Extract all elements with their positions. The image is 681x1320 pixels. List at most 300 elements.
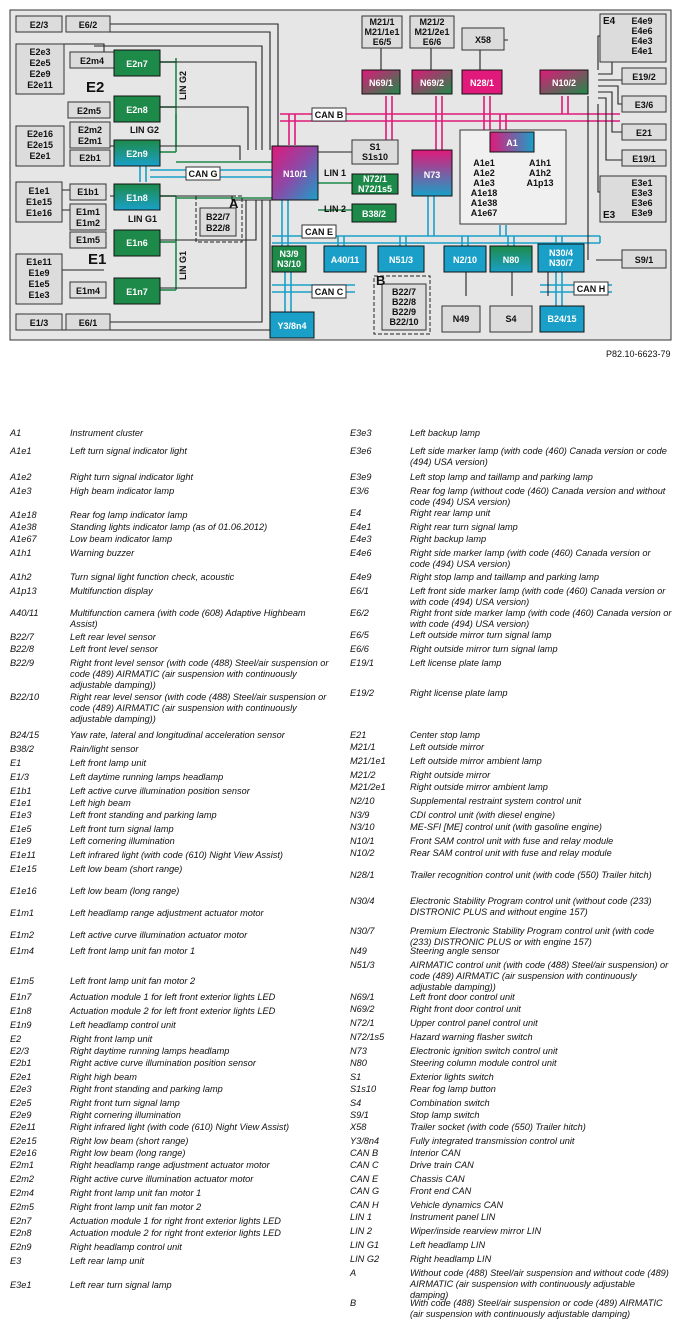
legend-description: Hazard warning flasher switch: [410, 1032, 533, 1042]
label-group-b: B: [376, 273, 386, 288]
label-n69-2: N69/2: [419, 78, 445, 88]
legend-code: E2m2: [10, 1174, 35, 1184]
legend-description: Right active curve illumination actuator motor: [70, 1174, 254, 1184]
legend-description: Right daytime running lamps headlamp: [70, 1046, 230, 1056]
legend-description: Left stop lamp and taillamp and parking lamp: [410, 472, 593, 482]
legend-description: Left daytime running lamps headlamp: [70, 772, 224, 782]
label-e2m2: E2m2: [77, 125, 103, 135]
label-lin-1: LIN 1: [323, 168, 347, 178]
legend-code: M21/2: [350, 770, 376, 780]
legend-code: E2: [10, 1034, 22, 1044]
legend-description: Drive train CAN: [410, 1160, 474, 1170]
label-can-h: CAN H: [576, 284, 606, 294]
label-e1n8: E1n8: [126, 193, 148, 203]
legend-description: Left backup lamp: [410, 428, 480, 438]
legend-code: N3/10: [350, 822, 375, 832]
legend-code: S1: [350, 1072, 362, 1082]
legend-description: Steering column module control unit: [410, 1058, 557, 1068]
legend-description: Rear fog lamp (without code (460) Canada version and without code (494) USA version): [410, 486, 666, 507]
legend-description: Right cornering illumination: [70, 1110, 181, 1120]
legend-code: B38/2: [10, 744, 35, 754]
legend-code: E4e9: [350, 572, 372, 582]
label-a1h1: A1h1: [528, 158, 552, 168]
label-n73: N73: [423, 170, 441, 180]
legend-description: Right headlamp range adjustment actuator motor: [70, 1160, 270, 1170]
legend-code: B24/15: [10, 730, 40, 740]
legend-code: E19/2: [350, 688, 375, 698]
legend-description: Wiper/inside rearview mirror LIN: [410, 1226, 542, 1236]
legend-description: Rear fog lamp indicator lamp: [70, 510, 188, 520]
label-n28-1: N28/1: [469, 78, 495, 88]
legend-description: Left license plate lamp: [410, 658, 502, 668]
legend-code: E1e9: [10, 836, 32, 846]
legend-description: Actuation module 1 for right front exterior lights LED: [70, 1216, 281, 1226]
label-e1e9: E1e9: [28, 268, 50, 278]
legend-code: S1s10: [350, 1084, 377, 1094]
label-n2-10: N2/10: [452, 255, 478, 265]
label-e2e3: E2e3: [29, 47, 51, 57]
label-e4: E4: [603, 16, 616, 27]
legend-description: Front SAM control unit with fuse and relay module: [410, 836, 614, 846]
legend-code: A1e18: [10, 510, 37, 520]
label-n30-4: N30/4: [548, 248, 574, 258]
legend-code: A1p13: [10, 586, 37, 596]
legend-description: Right front lamp unit fan motor 1: [70, 1188, 202, 1198]
legend-code: N28/1: [350, 870, 375, 880]
label-e21: E21: [635, 128, 653, 138]
label-lin-g2-vertical: LIN G2: [178, 70, 188, 100]
legend-description: Multifunction display: [70, 586, 153, 596]
legend-description: ME-SFI [ME] control unit (with gasoline engine): [410, 822, 602, 832]
legend-description: Left cornering illumination: [70, 836, 175, 846]
legend-description: Right outside mirror: [410, 770, 491, 780]
legend-description: Right turn signal indicator light: [70, 472, 194, 482]
legend-description: Left front lamp unit: [70, 758, 147, 768]
legend-code: A1e3: [10, 486, 32, 496]
legend-description: Left rear level sensor: [70, 632, 156, 642]
label-a1h2: A1h2: [528, 168, 552, 178]
legend-description: Right rear lamp unit: [410, 508, 491, 518]
legend-code: E3e9: [350, 472, 372, 482]
label-s1: S1: [369, 142, 381, 152]
label-m21-1: M21/1: [369, 17, 395, 27]
label-e1e5: E1e5: [28, 279, 50, 289]
legend-description: Left low beam (short range): [70, 864, 183, 874]
label-e2-3: E2/3: [29, 20, 49, 30]
label-e3e3: E3e3: [631, 188, 653, 198]
label-e2m4: E2m4: [79, 56, 105, 66]
legend-description: Left front turn signal lamp: [70, 824, 174, 834]
label-n69-1: N69/1: [368, 78, 394, 88]
legend-code: LIN G1: [350, 1240, 380, 1250]
legend-description: Actuation module 2 for left front exterior lights LED: [70, 1006, 276, 1016]
legend-code: E6/1: [350, 586, 369, 596]
legend-description: Right outside mirror turn signal lamp: [410, 644, 558, 654]
legend-description: Trailer socket (with code (550) Trailer hitch): [410, 1122, 586, 1132]
label-e3e1: E3e1: [631, 178, 653, 188]
legend-description: Supplemental restraint system control unit: [410, 796, 582, 806]
legend-code: E4e6: [350, 548, 372, 558]
legend-code: E1e1: [10, 798, 32, 808]
network-topology-diagram: [0, 0, 681, 345]
legend-description: Right side marker lamp (with code (460) Canada version or code (494) USA version): [410, 548, 651, 569]
label-e2e16: E2e16: [26, 129, 54, 139]
legend-description: Left front level sensor: [70, 644, 158, 654]
label-e2e15: E2e15: [26, 140, 54, 150]
legend-code: N72/1: [350, 1018, 375, 1028]
label-e1e1: E1e1: [28, 186, 50, 196]
legend-code: E2e9: [10, 1110, 32, 1120]
legend-description: Left active curve illumination position sensor: [70, 786, 250, 796]
legend-code: A1: [10, 428, 22, 438]
legend-code: N2/10: [350, 796, 375, 806]
legend-description: Steering angle sensor: [410, 946, 500, 956]
label-n72-1s5: N72/1s5: [357, 184, 393, 194]
legend-description: Right high beam: [70, 1072, 137, 1082]
label-e6-2: E6/2: [78, 20, 98, 30]
label-e4e3: E4e3: [631, 36, 653, 46]
legend-code: E2m1: [10, 1160, 35, 1170]
label-x58: X58: [474, 35, 492, 45]
legend-description: Left front side marker lamp (with code (460) Canada version or with code (494) USA version): [410, 586, 666, 607]
legend-description: Left outside mirror ambient lamp: [410, 756, 542, 766]
legend-description: CDI control unit (with diesel engine): [410, 810, 556, 820]
legend-description: Right license plate lamp: [410, 688, 508, 698]
label-n72-1: N72/1: [362, 174, 388, 184]
label-e6-1: E6/1: [78, 318, 98, 328]
legend-code: E19/1: [350, 658, 375, 668]
legend-code: S9/1: [350, 1110, 369, 1120]
label-group-a: A: [229, 196, 239, 211]
legend-code: M21/1e1: [350, 756, 386, 766]
legend-description: Right front standing and parking lamp: [70, 1084, 223, 1094]
legend-code: B22/9: [10, 658, 35, 668]
legend-description: Right active curve illumination position sensor: [70, 1058, 256, 1068]
legend-code: E6/5: [350, 630, 369, 640]
label-s4: S4: [505, 314, 517, 324]
label-b22-7b: B22/7: [391, 287, 417, 297]
label-e1e3: E1e3: [28, 290, 50, 300]
label-e3-6: E3/6: [634, 100, 654, 110]
legend-description: Left side marker lamp (with code (460) Canada version or code (494) USA version): [410, 446, 667, 467]
label-n51-3: N51/3: [388, 255, 414, 265]
legend-code: E3e3: [350, 428, 372, 438]
label-a1e2: A1e2: [473, 168, 495, 178]
label-e1b1: E1b1: [77, 187, 99, 197]
legend-description: Right low beam (long range): [70, 1148, 186, 1158]
label-e19-2: E19/2: [632, 72, 656, 82]
legend-description: Combination switch: [410, 1098, 490, 1108]
label-e2n9: E2n9: [126, 149, 148, 159]
legend-code: X58: [350, 1122, 367, 1132]
legend-code: A1h1: [10, 548, 32, 558]
label-e3e9: E3e9: [631, 208, 653, 218]
legend-code: N3/9: [350, 810, 370, 820]
label-a1e67: A1e67: [470, 208, 498, 218]
label-e1m5: E1m5: [75, 235, 101, 245]
label-a1p13: A1p13: [526, 178, 554, 188]
legend-description: Fully integrated transmission control unit: [410, 1136, 575, 1146]
legend-code: E1e5: [10, 824, 32, 834]
legend-code: A1e2: [10, 472, 32, 482]
label-e2m5: E2m5: [76, 106, 102, 116]
legend-description: Right rear turn signal lamp: [410, 522, 518, 532]
label-b24-15: B24/15: [547, 314, 577, 324]
label-lin-g1-vertical: LIN G1: [178, 250, 188, 280]
legend-code: A: [350, 1268, 357, 1278]
legend-code: E2e3: [10, 1084, 32, 1094]
legend-description: Rain/light sensor: [70, 744, 139, 754]
label-e1m1: E1m1: [75, 207, 101, 217]
legend-description: Right front level sensor (with code (488) Steel/air suspension or code (489) AIRMATIC (air suspension with continuously adjustable damping)): [70, 658, 329, 690]
legend-code: E1m4: [10, 946, 35, 956]
label-a1e1: A1e1: [473, 158, 495, 168]
label-e6-5: E6/5: [372, 37, 392, 47]
legend-code: M21/2e1: [350, 782, 386, 792]
label-can-b: CAN B: [314, 110, 344, 120]
label-e3e6: E3e6: [631, 198, 653, 208]
label-can-e: CAN E: [304, 227, 334, 237]
legend-description: Left active curve illumination actuator motor: [70, 930, 248, 940]
legend-description: Without code (488) Steel/air suspension and without code (489) AIRMATIC (air suspension with continuously adjustable damping): [410, 1268, 669, 1300]
legend-code: E4e3: [350, 534, 372, 544]
legend-code: E2b1: [10, 1058, 32, 1068]
legend-description: Right rear level sensor (with code (488) Steel/air suspension or code (489) AIRMATIC (air suspension with continuously adjustable damping)): [70, 692, 327, 724]
legend-description: Actuation module 1 for left front exterior lights LED: [70, 992, 276, 1002]
legend-description: Right backup lamp: [410, 534, 487, 544]
label-n30-7: N30/7: [548, 258, 574, 268]
label-e1e16: E1e16: [25, 208, 53, 218]
legend-description: Right front side marker lamp (with code (460) Canada version or with code (494) USA version): [410, 608, 672, 629]
legend-description: Instrument cluster: [70, 428, 144, 438]
legend-description: Electronic ignition switch control unit: [410, 1046, 558, 1056]
legend-code: E2e16: [10, 1148, 37, 1158]
legend-description: AIRMATIC control unit (with code (488) Steel/air suspension) or code (489) AIRMATIC (air suspension with continuously adjustable damping)): [410, 960, 669, 992]
legend-description: Left turn signal indicator light: [70, 446, 187, 456]
legend-code: E4: [350, 508, 362, 518]
legend-code: E2e15: [10, 1136, 37, 1146]
legend-description: Left headlamp range adjustment actuator motor: [70, 908, 264, 918]
label-e1m4: E1m4: [75, 286, 101, 296]
label-e6-6: E6/6: [422, 37, 442, 47]
label-lin-g2: LIN G2: [130, 125, 160, 135]
legend-description: Trailer recognition control unit (with code (550) Trailer hitch): [410, 870, 652, 880]
legend-description: Interior CAN: [410, 1148, 461, 1158]
label-a1e3: A1e3: [473, 178, 495, 188]
legend-code: E2n7: [10, 1216, 32, 1226]
legend-code: E2e5: [10, 1098, 32, 1108]
legend-description: Vehicle dynamics CAN: [410, 1200, 504, 1210]
legend-description: Left rear turn signal lamp: [70, 1280, 172, 1290]
legend-code: E2/3: [10, 1046, 29, 1056]
legend-description: Left front lamp unit fan motor 2: [70, 976, 196, 986]
legend-code: E3/6: [350, 486, 369, 496]
label-e2n8: E2n8: [126, 105, 148, 115]
legend-code: E2n9: [10, 1242, 32, 1252]
legend-code: B: [350, 1298, 357, 1308]
legend-description: Chassis CAN: [410, 1174, 465, 1184]
legend-code: CAN E: [350, 1174, 379, 1184]
label-b22-9: B22/9: [391, 307, 417, 317]
legend-code: E1e11: [10, 850, 36, 860]
legend-code: A1e38: [10, 522, 37, 532]
legend-code: M21/1: [350, 742, 376, 752]
label-a40-11: A40/11: [330, 255, 360, 265]
legend-description: Rear SAM control unit with fuse and relay module: [410, 848, 612, 858]
label-b22-10: B22/10: [389, 317, 419, 327]
legend-code: N69/2: [350, 1004, 375, 1014]
legend-description: Left front standing and parking lamp: [70, 810, 217, 820]
legend-code: E3: [10, 1256, 22, 1266]
legend-code: CAN G: [350, 1186, 380, 1196]
label-can-c: CAN C: [314, 287, 344, 297]
label-m21-2e1: M21/2e1: [414, 27, 450, 37]
legend-code: E1n9: [10, 1020, 32, 1030]
legend-code: A1e1: [10, 446, 32, 456]
legend-code: CAN C: [350, 1160, 379, 1170]
label-e4e6: E4e6: [631, 26, 653, 36]
legend-code: N80: [350, 1058, 367, 1068]
legend-code: S4: [350, 1098, 362, 1108]
label-a1e18: A1e18: [470, 188, 498, 198]
legend-description: Front end CAN: [410, 1186, 472, 1196]
legend-description: Left outside mirror turn signal lamp: [410, 630, 552, 640]
legend-code: E1e3: [10, 810, 32, 820]
label-lin-g1: LIN G1: [128, 214, 158, 224]
legend-code: E6/2: [350, 608, 369, 618]
legend-code: E1e15: [10, 864, 37, 874]
legend-description: With code (488) Steel/air suspension or code (489) AIRMATIC (air suspension with continuously adjustable damping): [410, 1298, 663, 1319]
legend-code: A40/11: [10, 608, 39, 618]
label-e1n6: E1n6: [126, 238, 148, 248]
label-y3-8n4: Y3/8n4: [277, 321, 307, 331]
legend-code: B22/8: [10, 644, 35, 654]
legend-code: N72/1s5: [350, 1032, 385, 1042]
legend-description: Left low beam (long range): [70, 886, 180, 896]
label-e2n7: E2n7: [126, 59, 148, 69]
legend-description: Right outside mirror ambient lamp: [410, 782, 548, 792]
label-e1m2: E1m2: [75, 218, 101, 228]
legend-code: E3e6: [350, 446, 372, 456]
legend-code: N30/4: [350, 896, 375, 906]
legend-description: Left outside mirror: [410, 742, 485, 752]
label-b38-2: B38/2: [361, 209, 387, 219]
legend-code: E1/3: [10, 772, 29, 782]
label-e3: E3: [603, 210, 616, 221]
label-a1e38: A1e38: [470, 198, 498, 208]
legend-description: High beam indicator lamp: [70, 486, 175, 496]
label-e2e1: E2e1: [29, 151, 51, 161]
legend-code: E2m5: [10, 1202, 35, 1212]
legend-code: LIN 1: [350, 1212, 372, 1222]
legend-code: N73: [350, 1046, 367, 1056]
legend-description: Standing lights indicator lamp (as of 01.06.2012): [70, 522, 268, 532]
legend-code: E2m4: [10, 1188, 35, 1198]
label-e2m1: E2m1: [77, 136, 103, 146]
legend-description: Right stop lamp and taillamp and parking lamp: [410, 572, 599, 582]
label-n3-9: N3/9: [279, 249, 299, 259]
label-n10-2: N10/2: [551, 78, 577, 88]
legend-code: A1e67: [10, 534, 37, 544]
legend-code: E1n8: [10, 1006, 32, 1016]
legend-description: Right infrared light (with code (610) Night View Assist): [70, 1122, 290, 1132]
legend-code: CAN B: [350, 1148, 379, 1158]
legend-code: B22/10: [10, 692, 40, 702]
legend-description: Upper control panel control unit: [410, 1018, 538, 1028]
legend-code: N69/1: [350, 992, 375, 1002]
legend-code: E1b1: [10, 786, 32, 796]
legend-description: Left infrared light (with code (610) Night View Assist): [70, 850, 283, 860]
legend-description: Right low beam (short range): [70, 1136, 189, 1146]
legend-description: Left rear lamp unit: [70, 1256, 145, 1266]
label-s9-1: S9/1: [634, 255, 654, 265]
figure-reference: P82.10-6623-79: [606, 349, 671, 359]
legend-description: Stop lamp switch: [410, 1110, 480, 1120]
legend-description: Center stop lamp: [410, 730, 480, 740]
legend-code: Y3/8n4: [350, 1136, 380, 1146]
legend-description: Right headlamp LIN: [410, 1254, 492, 1264]
legend-description: Left front door control unit: [410, 992, 515, 1002]
label-e2e5: E2e5: [29, 58, 51, 68]
label-e2b1: E2b1: [79, 153, 101, 163]
legend-code: E1m5: [10, 976, 35, 986]
label-n3-10: N3/10: [276, 259, 302, 269]
legend-code: N51/3: [350, 960, 375, 970]
legend-code: E4e1: [350, 522, 372, 532]
label-n10-1: N10/1: [282, 169, 308, 179]
legend-description: Right front lamp unit: [70, 1034, 153, 1044]
legend-code: LIN 2: [350, 1226, 372, 1236]
legend-description: Right front lamp unit fan motor 2: [70, 1202, 202, 1212]
legend-code: E2e1: [10, 1072, 32, 1082]
legend-code: E1m2: [10, 930, 35, 940]
legend-description: Exterior lights switch: [410, 1072, 494, 1082]
legend-description: Left headlamp control unit: [70, 1020, 176, 1030]
label-e1-group: E1: [88, 251, 107, 268]
label-n49: N49: [452, 314, 470, 324]
legend-description: Turn signal light function check, acoustic: [70, 572, 235, 582]
legend-code: CAN H: [350, 1200, 379, 1210]
legend-description: Left front lamp unit fan motor 1: [70, 946, 196, 956]
legend-description: Yaw rate, lateral and longitudinal acceleration sensor: [70, 730, 285, 740]
label-b22-7a: B22/7: [205, 212, 231, 222]
legend-description: Warning buzzer: [70, 548, 135, 558]
legend-code: E1m1: [10, 908, 35, 918]
legend-description: Left high beam: [70, 798, 131, 808]
label-e2-group: E2: [86, 79, 105, 96]
label-s1s10: S1s10: [361, 152, 389, 162]
legend-code: E1n7: [10, 992, 32, 1002]
legend-code: E3e1: [10, 1280, 32, 1290]
legend-code: N30/7: [350, 926, 375, 936]
legend-description: Right front turn signal lamp: [70, 1098, 180, 1108]
label-b22-8b: B22/8: [391, 297, 417, 307]
label-b22-8a: B22/8: [205, 223, 231, 233]
legend-description: Electronic Stability Program control unit (without code (233) DISTRONIC PLUS and without engine 157): [410, 896, 652, 917]
label-n80: N80: [502, 255, 520, 265]
legend-description: Rear fog lamp button: [410, 1084, 496, 1094]
legend-code: N49: [350, 946, 367, 956]
legend-description: Instrument panel LIN: [410, 1212, 496, 1222]
legend-description: Premium Electronic Stability Program control unit (with code (233) DISTRONIC PLUS or with engine 157): [410, 926, 655, 947]
legend-description: Right headlamp control unit: [70, 1242, 182, 1252]
label-m21-2: M21/2: [419, 17, 445, 27]
legend-code: B22/7: [10, 632, 35, 642]
legend-description: Multifunction camera (with code (608) Adaptive Highbeam Assist): [70, 608, 306, 629]
label-e4e9: E4e9: [631, 16, 653, 26]
label-lin-2: LIN 2: [323, 204, 347, 214]
legend-description: Right front door control unit: [410, 1004, 521, 1014]
